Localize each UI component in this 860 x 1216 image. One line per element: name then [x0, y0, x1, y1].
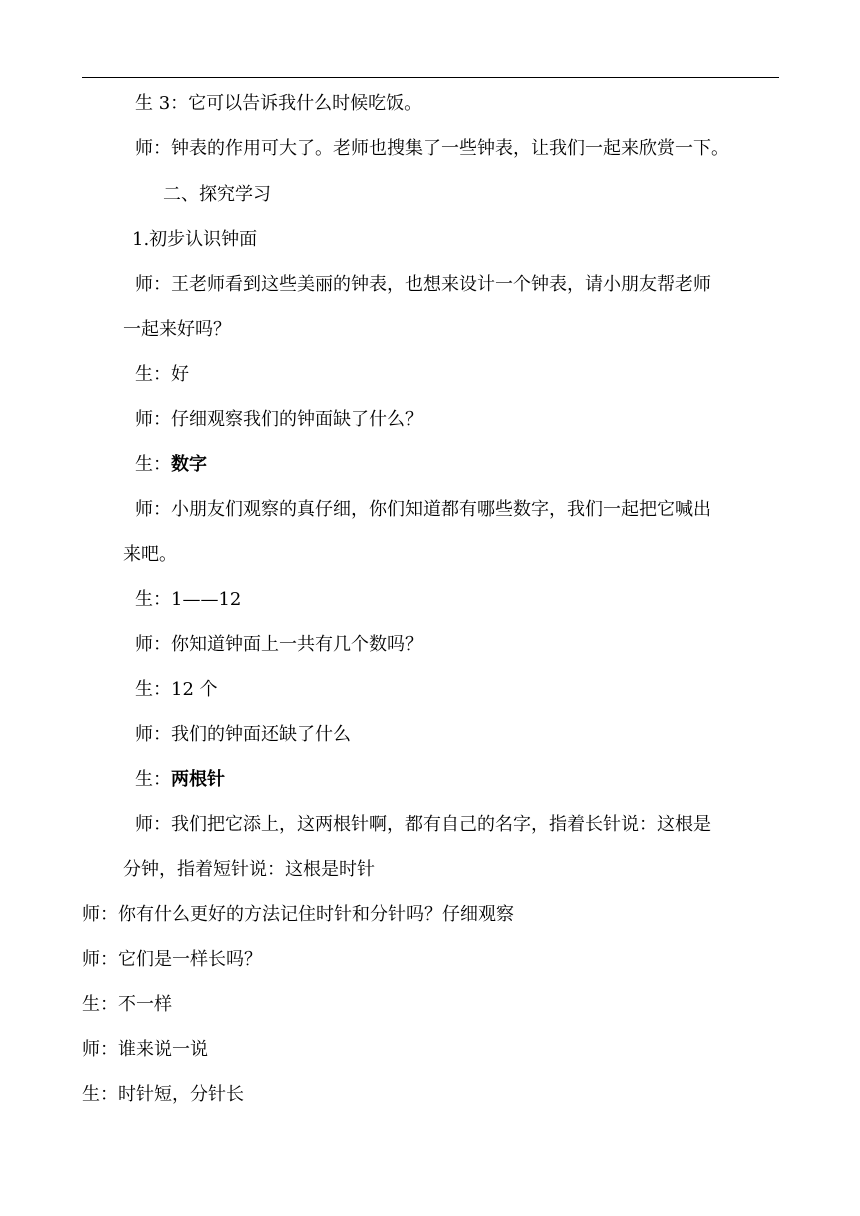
- line-7: 生：好: [135, 364, 189, 385]
- line-5: 师：王老师看到这些美丽的钟表，也想来设计一个钟表，请小朋友帮老师: [135, 274, 711, 295]
- subsection-heading: 1.初步认识钟面: [132, 229, 258, 250]
- line-17: 师：我们把它添上，这两根针啊，都有自己的名字，指着长针说：这根是: [135, 814, 711, 835]
- line-1: 生 3：它可以告诉我什么时候吃饭。: [135, 93, 423, 114]
- line-19: 师：你有什么更好的方法记住时针和分针吗？仔细观察: [82, 904, 514, 925]
- line-10: 师：小朋友们观察的真仔细，你们知道都有哪些数字，我们一起把它喊出: [135, 499, 711, 520]
- line-6: 一起来好吗？: [123, 319, 231, 340]
- line-20: 师：它们是一样长吗？: [82, 949, 262, 970]
- line-9: [135, 453, 207, 477]
- line-12: 生：1——12: [135, 589, 242, 610]
- line-23: 生：时针短，分针长: [82, 1084, 244, 1105]
- section-heading: 二、探究学习: [163, 184, 271, 205]
- speaker-label: 生：: [135, 769, 171, 790]
- line-8: 师：仔细观察我们的钟面缺了什么？: [135, 409, 423, 430]
- bold-answer: 数字: [171, 454, 207, 475]
- line-2: 师：钟表的作用可大了。老师也搜集了一些钟表，让我们一起来欣赏一下。: [135, 138, 729, 159]
- line-18: 分钟，指着短针说：这根是时针: [123, 859, 375, 880]
- line-11: 来吧。: [123, 544, 177, 565]
- bold-answer: 两根针: [171, 769, 225, 790]
- line-22: 师：谁来说一说: [82, 1039, 208, 1060]
- speaker-label: 生：: [135, 454, 171, 475]
- line-16: [135, 768, 225, 792]
- line-21: 生：不一样: [82, 994, 172, 1015]
- header-rule: [82, 77, 779, 78]
- line-15: 师：我们的钟面还缺了什么: [135, 724, 351, 745]
- line-14: 生：12 个: [135, 679, 218, 700]
- line-13: 师：你知道钟面上一共有几个数吗？: [135, 634, 423, 655]
